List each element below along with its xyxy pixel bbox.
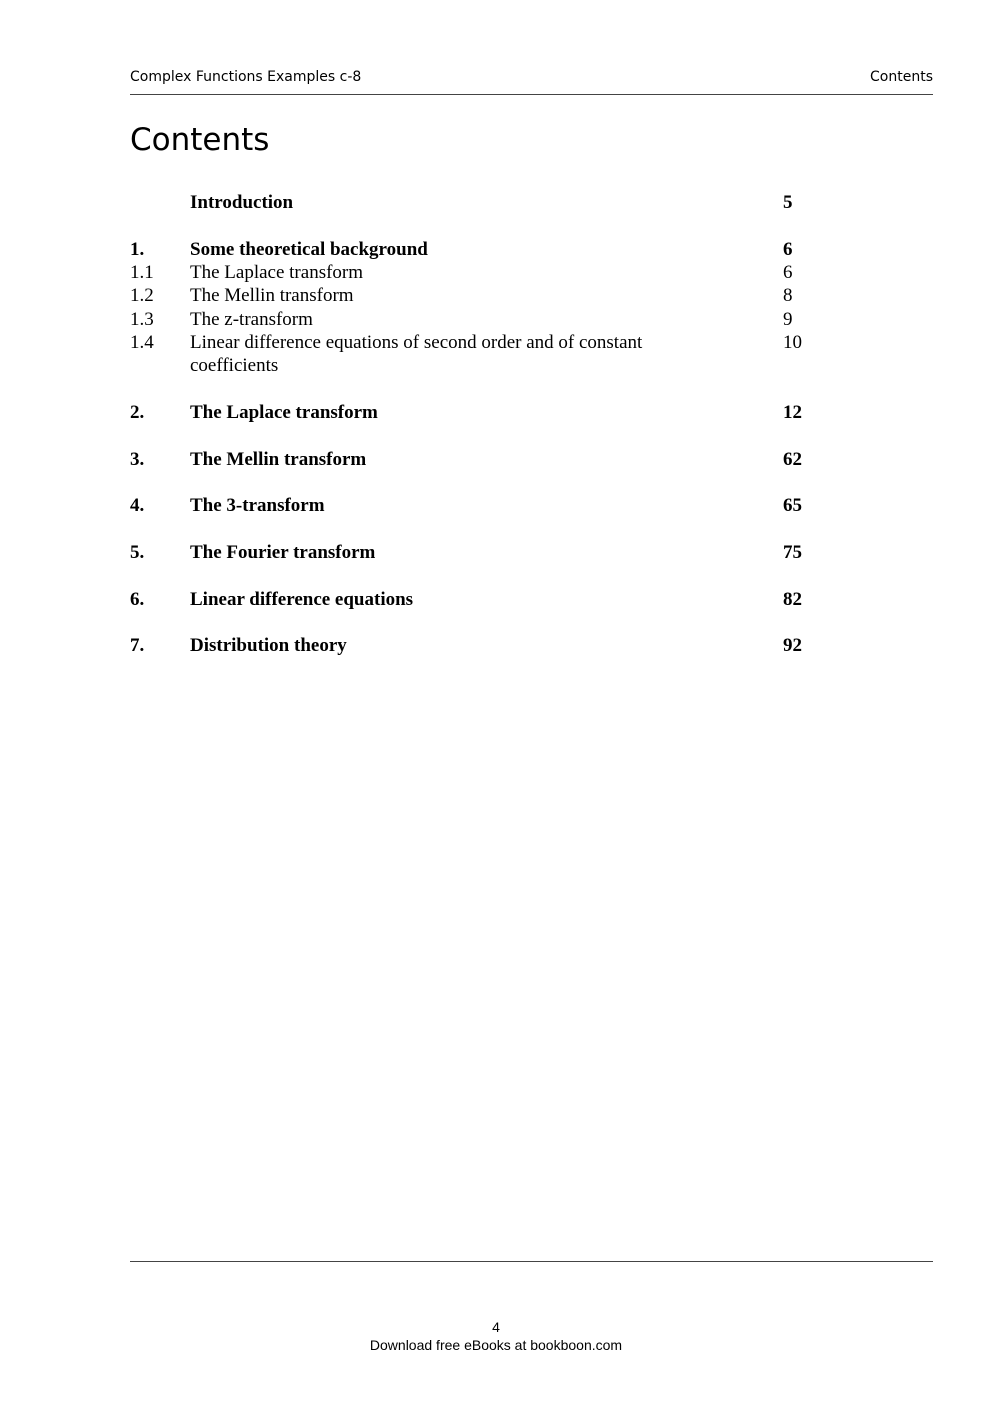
toc-number: 7. bbox=[130, 635, 145, 656]
toc-entry[interactable] bbox=[0, 402, 992, 424]
toc-page: 75 bbox=[783, 542, 802, 563]
toc-entry[interactable] bbox=[0, 495, 992, 517]
toc-page: 82 bbox=[783, 589, 802, 610]
running-header-section: Contents bbox=[870, 69, 933, 85]
toc-number: 1.2 bbox=[130, 285, 154, 306]
toc-number: 4. bbox=[130, 495, 145, 516]
toc-page: 12 bbox=[783, 402, 802, 423]
toc-label: The 3-transform bbox=[190, 495, 325, 516]
toc-page: 5 bbox=[783, 192, 793, 213]
toc-number: 1.3 bbox=[130, 309, 154, 330]
toc-page: 8 bbox=[783, 285, 793, 306]
toc-number: 1. bbox=[130, 239, 145, 260]
toc-page: 10 bbox=[783, 332, 802, 353]
toc-label: Linear difference equations of second order and of constant bbox=[190, 332, 643, 353]
toc-label: Introduction bbox=[190, 192, 294, 213]
toc-entry[interactable] bbox=[0, 262, 992, 284]
toc-entry[interactable] bbox=[0, 355, 992, 377]
toc-number: 1.1 bbox=[130, 262, 154, 283]
running-header-title: Complex Functions Examples c-8 bbox=[130, 69, 362, 85]
toc-label: coefficients bbox=[190, 355, 279, 376]
toc-label: The Laplace transform bbox=[190, 402, 378, 423]
toc-label: The Mellin transform bbox=[190, 285, 354, 306]
toc-entry[interactable] bbox=[0, 192, 992, 214]
toc-page: 65 bbox=[783, 495, 802, 516]
toc-number: 1.4 bbox=[130, 332, 154, 353]
toc-label: The Laplace transform bbox=[190, 262, 364, 283]
footer-link[interactable]: Download free eBooks at bookboon.com bbox=[369, 1337, 623, 1353]
toc-label: The Fourier transform bbox=[190, 542, 376, 563]
toc-page: 6 bbox=[783, 262, 793, 283]
toc-entry[interactable] bbox=[0, 332, 992, 354]
toc-entry[interactable] bbox=[0, 449, 992, 471]
toc-entry[interactable] bbox=[0, 239, 992, 261]
footer-divider bbox=[130, 1261, 933, 1262]
page-title: Contents bbox=[130, 122, 270, 158]
toc-entry[interactable] bbox=[0, 285, 992, 307]
toc-label: The Mellin transform bbox=[190, 449, 367, 470]
toc-page: 9 bbox=[783, 309, 793, 330]
toc-number: 6. bbox=[130, 589, 145, 610]
header-divider bbox=[130, 94, 933, 95]
toc-entry[interactable] bbox=[0, 589, 992, 611]
toc-entry[interactable] bbox=[0, 635, 992, 657]
toc-number: 2. bbox=[130, 402, 145, 423]
toc-label: Distribution theory bbox=[190, 635, 347, 656]
toc-entry[interactable] bbox=[0, 542, 992, 564]
toc-label: Some theoretical background bbox=[190, 239, 428, 260]
toc-number: 3. bbox=[130, 449, 145, 470]
toc-label: The z-transform bbox=[190, 309, 313, 330]
toc-page: 92 bbox=[783, 635, 802, 656]
page-number: 4 bbox=[492, 1319, 500, 1335]
toc-page: 6 bbox=[783, 239, 793, 260]
toc-page: 62 bbox=[783, 449, 802, 470]
toc-label: Linear difference equations bbox=[190, 589, 414, 610]
toc-number: 5. bbox=[130, 542, 145, 563]
toc-entry[interactable] bbox=[0, 309, 992, 331]
